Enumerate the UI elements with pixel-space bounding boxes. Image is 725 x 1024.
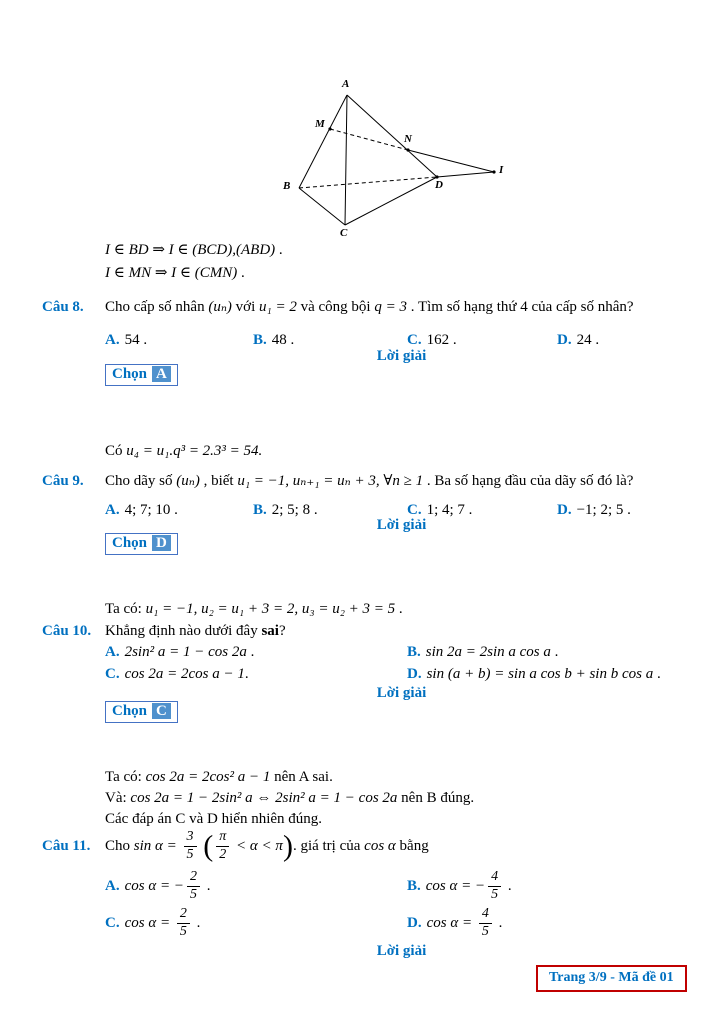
- question-11-number: Câu 11.: [42, 837, 91, 854]
- solution-heading-q9: Lời giải: [376, 517, 427, 533]
- chon-letter: D: [152, 535, 171, 551]
- answer-text: 48 .: [271, 332, 295, 348]
- answer-text: cos α = − $\frac{2}{5}$ .: [124, 869, 211, 902]
- answer-text: cos 2a = 2cos a − 1.: [124, 666, 249, 682]
- chon-letter: C: [152, 703, 171, 719]
- answer-letter: A.: [105, 877, 120, 894]
- answer-c-q10: [105, 666, 249, 683]
- answer-letter: B.: [407, 644, 421, 660]
- question-11: [42, 830, 429, 862]
- chon-label: Chọn: [112, 535, 148, 551]
- solution-line-2-q10: Và: cos 2a = 1 − 2sin² a ⇔ 2sin² a = 1 − cos 2a nên B đúng.: [105, 790, 475, 806]
- figure-label-c: C: [340, 227, 348, 239]
- question-10-number: Câu 10.: [42, 623, 92, 639]
- question-11-text: Cho sin α = $\frac{3}{5}$ ( $\frac{\pi}{2}$ < α < π). giá trị của cos α bằng: [105, 829, 429, 863]
- chon-letter: A: [152, 366, 171, 382]
- solution-line-3-q10: Các đáp án C và D hiển nhiên đúng.: [105, 811, 323, 827]
- math-line-1: I ∈ BD ⇒ I ∈ (BCD),(ABD) .: [105, 242, 283, 258]
- answer-b-q11: [407, 870, 512, 902]
- answer-c-q8: [407, 332, 457, 349]
- chosen-answer-q10: [105, 701, 178, 723]
- solution-heading-q11: Lời giải: [376, 943, 427, 959]
- answer-text: −1; 2; 5 .: [576, 502, 631, 518]
- answer-d-q11: [407, 907, 502, 939]
- answer-letter: C.: [105, 914, 120, 931]
- solution-heading-q10: Lời giải: [376, 685, 427, 701]
- answer-letter: A.: [105, 502, 120, 518]
- question-8: [42, 297, 634, 316]
- chon-label: Chọn: [112, 366, 148, 382]
- figure-label-b: B: [283, 180, 291, 192]
- answer-d-q10: [407, 666, 661, 683]
- answer-a-q10: [105, 644, 254, 661]
- figure-label-a: A: [342, 78, 350, 90]
- question-9-text: Cho dãy số (uₙ) , biết u₁ = −1, uₙ₊₁ = uₙ + 3, ∀n ≥ 1 . Ba số hạng đầu của dãy số đó là?: [105, 473, 634, 489]
- figure-drawing: [278, 86, 510, 238]
- figure-label-i: I: [499, 164, 504, 176]
- chosen-answer-q8: [105, 364, 178, 386]
- solution-line-q9: Ta có: u₁ = −1, u₂ = u₁ + 3 = 2, u₃ = u₂ + 3 = 5 .: [105, 601, 403, 617]
- question-9-number: Câu 9.: [42, 473, 84, 489]
- answer-letter: C.: [407, 502, 422, 518]
- page-footer-text: Trang 3/9 - Mã đề 01: [549, 970, 674, 985]
- question-8-text: Cho cấp số nhân (uₙ) với u₁ = 2 và công bội q = 3 . Tìm số hạng thứ 4 của cấp số nhân?: [105, 299, 634, 315]
- answer-a-q8: [105, 332, 147, 349]
- answer-letter: C.: [105, 666, 120, 682]
- answer-letter: D.: [407, 666, 422, 682]
- answer-text: 2; 5; 8 .: [271, 502, 318, 518]
- answer-text: 24 .: [576, 332, 600, 348]
- answer-c-q11: [105, 907, 200, 939]
- question-9: [42, 471, 633, 490]
- math-line-2: I ∈ MN ⇒ I ∈ (CMN) .: [105, 265, 245, 281]
- chon-label: Chọn: [112, 703, 148, 719]
- answer-letter: B.: [253, 332, 267, 348]
- solution-heading-q8: Lời giải: [376, 348, 427, 364]
- answer-text: sin 2a = 2sin a cos a .: [425, 644, 559, 660]
- question-10: [42, 623, 286, 640]
- answer-text: cos α = − $\frac{4}{5}$ .: [425, 869, 512, 902]
- figure-label-n: N: [404, 133, 412, 145]
- answer-text: 4; 7; 10 .: [124, 502, 178, 518]
- chosen-answer-q9: [105, 533, 178, 555]
- solution-line-1-q10: Ta có: cos 2a = 2cos² a − 1 nên A sai.: [105, 769, 333, 785]
- answer-b-q10: [407, 644, 558, 661]
- answer-text: cos α = $\frac{4}{5}$ .: [426, 906, 503, 939]
- answer-letter: C.: [407, 332, 422, 348]
- figure-label-m: M: [315, 118, 325, 130]
- answer-b-q8: [253, 332, 294, 349]
- answer-text: 54 .: [124, 332, 148, 348]
- answer-text: sin (a + b) = sin a cos b + sin b cos a .: [426, 666, 661, 682]
- answer-letter: A.: [105, 644, 120, 660]
- question-10-text: Khẳng định nào dưới đây sai?: [105, 623, 286, 639]
- answer-text: 2sin² a = 1 − cos 2a .: [124, 644, 255, 660]
- answer-letter: A.: [105, 332, 120, 348]
- answer-letter: B.: [253, 502, 267, 518]
- answer-a-q11: [105, 870, 210, 902]
- solution-line-q8: Có u₄ = u₁.q³ = 2.3³ = 54.: [105, 443, 263, 459]
- question-8-number: Câu 8.: [42, 299, 84, 315]
- answer-text: 1; 4; 7 .: [426, 502, 473, 518]
- page-footer: [536, 965, 687, 992]
- answer-letter: D.: [557, 502, 572, 518]
- answer-text: 162 .: [426, 332, 457, 348]
- answer-letter: B.: [407, 877, 421, 894]
- answer-letter: D.: [557, 332, 572, 348]
- answer-d-q8: [557, 332, 599, 349]
- answer-letter: D.: [407, 914, 422, 931]
- answer-text: cos α = $\frac{2}{5}$ .: [124, 906, 201, 939]
- tetrahedron-figure: [278, 78, 510, 239]
- figure-label-d: D: [435, 179, 443, 191]
